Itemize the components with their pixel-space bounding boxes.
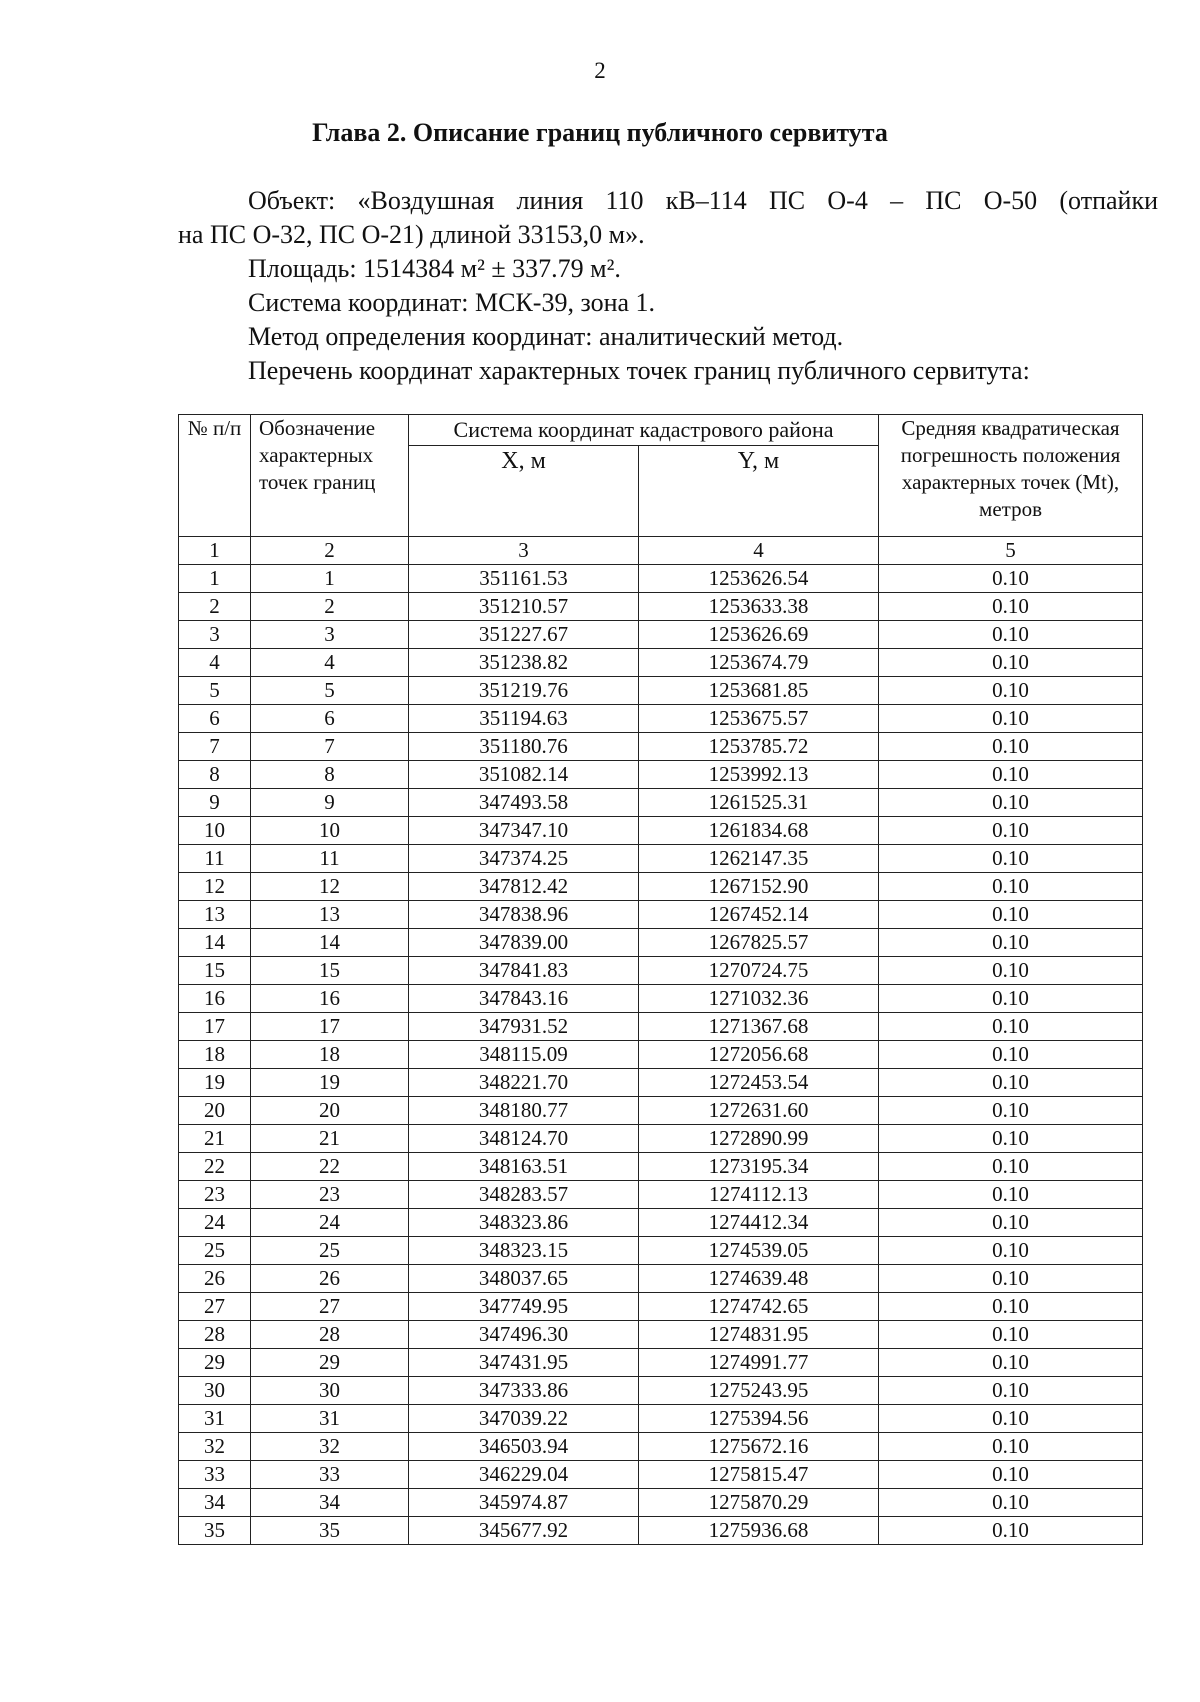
coord-x: 351219.76 xyxy=(409,677,639,705)
table-row xyxy=(179,733,1143,761)
coord-x: 348037.65 xyxy=(409,1265,639,1293)
coord-x: 351210.57 xyxy=(409,593,639,621)
point-name: 18 xyxy=(251,1041,409,1069)
row-number: 17 xyxy=(179,1013,251,1041)
table-row xyxy=(179,1013,1143,1041)
row-number: 9 xyxy=(179,789,251,817)
coord-x: 347839.00 xyxy=(409,929,639,957)
table-row xyxy=(179,1041,1143,1069)
point-name: 31 xyxy=(251,1405,409,1433)
point-name: 30 xyxy=(251,1377,409,1405)
coord-y: 1253626.69 xyxy=(639,621,879,649)
mt-value: 0.10 xyxy=(879,1013,1143,1041)
point-name: 25 xyxy=(251,1237,409,1265)
table-row xyxy=(179,873,1143,901)
header-y: Y, м xyxy=(639,446,879,537)
mt-value: 0.10 xyxy=(879,649,1143,677)
table-row xyxy=(179,593,1143,621)
mt-value: 0.10 xyxy=(879,761,1143,789)
coord-x: 347841.83 xyxy=(409,957,639,985)
point-name: 10 xyxy=(251,817,409,845)
coord-x: 346229.04 xyxy=(409,1461,639,1489)
row-number: 27 xyxy=(179,1293,251,1321)
coord-x: 347749.95 xyxy=(409,1293,639,1321)
coord-x: 348180.77 xyxy=(409,1097,639,1125)
coord-y: 1274639.48 xyxy=(639,1265,879,1293)
table-row xyxy=(179,621,1143,649)
coord-system-line: Система координат: МСК-39, зона 1. xyxy=(248,288,656,317)
mt-value: 0.10 xyxy=(879,1517,1143,1545)
mt-value: 0.10 xyxy=(879,1293,1143,1321)
point-name: 4 xyxy=(251,649,409,677)
point-name: 17 xyxy=(251,1013,409,1041)
mt-value: 0.10 xyxy=(879,1433,1143,1461)
coord-y: 1275936.68 xyxy=(639,1517,879,1545)
row-number: 22 xyxy=(179,1153,251,1181)
coord-x: 347931.52 xyxy=(409,1013,639,1041)
row-number: 25 xyxy=(179,1237,251,1265)
table-row xyxy=(179,1181,1143,1209)
row-number: 31 xyxy=(179,1405,251,1433)
mt-value: 0.10 xyxy=(879,1405,1143,1433)
row-number: 18 xyxy=(179,1041,251,1069)
coord-x: 348323.15 xyxy=(409,1237,639,1265)
coord-y: 1253633.38 xyxy=(639,593,879,621)
mt-value: 0.10 xyxy=(879,1377,1143,1405)
col-number: 5 xyxy=(879,537,1143,565)
table-row xyxy=(179,957,1143,985)
table-row xyxy=(179,817,1143,845)
table-row xyxy=(179,1349,1143,1377)
coord-y: 1275870.29 xyxy=(639,1489,879,1517)
coord-y: 1275394.56 xyxy=(639,1405,879,1433)
page-number: 2 xyxy=(594,58,606,83)
point-name: 1 xyxy=(251,565,409,593)
coord-x: 348115.09 xyxy=(409,1041,639,1069)
col-number: 2 xyxy=(251,537,409,565)
row-number: 23 xyxy=(179,1181,251,1209)
coord-x: 348323.86 xyxy=(409,1209,639,1237)
point-name: 3 xyxy=(251,621,409,649)
row-number: 24 xyxy=(179,1209,251,1237)
coordinates-table xyxy=(178,414,1143,1545)
mt-value: 0.10 xyxy=(879,1349,1143,1377)
table-row xyxy=(179,1377,1143,1405)
coord-x: 347493.58 xyxy=(409,789,639,817)
mt-value: 0.10 xyxy=(879,957,1143,985)
coord-y: 1253785.72 xyxy=(639,733,879,761)
coord-x: 351227.67 xyxy=(409,621,639,649)
coord-y: 1253681.85 xyxy=(639,677,879,705)
coord-x: 347812.42 xyxy=(409,873,639,901)
coord-x: 351082.14 xyxy=(409,761,639,789)
row-number: 2 xyxy=(179,593,251,621)
table-row xyxy=(179,1125,1143,1153)
mt-value: 0.10 xyxy=(879,985,1143,1013)
row-number: 15 xyxy=(179,957,251,985)
table-row xyxy=(179,1097,1143,1125)
list-title-line: Перечень координат характерных точек границ публичного сервитута: xyxy=(248,356,1030,385)
row-number: 16 xyxy=(179,985,251,1013)
point-name: 33 xyxy=(251,1461,409,1489)
row-number: 29 xyxy=(179,1349,251,1377)
coord-y: 1271032.36 xyxy=(639,985,879,1013)
row-number: 32 xyxy=(179,1433,251,1461)
coord-x: 351194.63 xyxy=(409,705,639,733)
point-name: 28 xyxy=(251,1321,409,1349)
point-name: 21 xyxy=(251,1125,409,1153)
point-name: 22 xyxy=(251,1153,409,1181)
coord-y: 1274412.34 xyxy=(639,1209,879,1237)
table-row xyxy=(179,985,1143,1013)
point-name: 13 xyxy=(251,901,409,929)
coord-y: 1270724.75 xyxy=(639,957,879,985)
row-number: 5 xyxy=(179,677,251,705)
coord-y: 1274112.13 xyxy=(639,1181,879,1209)
coord-y: 1273195.34 xyxy=(639,1153,879,1181)
mt-value: 0.10 xyxy=(879,929,1143,957)
mt-value: 0.10 xyxy=(879,1237,1143,1265)
row-number: 19 xyxy=(179,1069,251,1097)
coord-y: 1271367.68 xyxy=(639,1013,879,1041)
coord-x: 347039.22 xyxy=(409,1405,639,1433)
point-name: 11 xyxy=(251,845,409,873)
table-row xyxy=(179,1209,1143,1237)
point-name: 16 xyxy=(251,985,409,1013)
table-row xyxy=(179,845,1143,873)
mt-value: 0.10 xyxy=(879,1097,1143,1125)
coord-x: 347496.30 xyxy=(409,1321,639,1349)
point-name: 34 xyxy=(251,1489,409,1517)
coord-x: 347374.25 xyxy=(409,845,639,873)
col-number: 1 xyxy=(179,537,251,565)
object-line-1: Объект: «Воздушная линия 110 кВ–114 ПС О-4 – ПС О-50 (отпайки xyxy=(248,186,1158,215)
coord-x: 346503.94 xyxy=(409,1433,639,1461)
table-row xyxy=(179,1405,1143,1433)
mt-value: 0.10 xyxy=(879,1321,1143,1349)
coord-y: 1253992.13 xyxy=(639,761,879,789)
table-row xyxy=(179,789,1143,817)
page-title: Глава 2. Описание границ публичного сервитута xyxy=(312,118,888,147)
point-name: 35 xyxy=(251,1517,409,1545)
point-name: 23 xyxy=(251,1181,409,1209)
row-number: 6 xyxy=(179,705,251,733)
coord-y: 1262147.35 xyxy=(639,845,879,873)
coord-y: 1272056.68 xyxy=(639,1041,879,1069)
row-number: 4 xyxy=(179,649,251,677)
coord-y: 1253674.79 xyxy=(639,649,879,677)
coord-y: 1267152.90 xyxy=(639,873,879,901)
table-row xyxy=(179,929,1143,957)
header-mt: Средняя квадратическая погрешность положения характерных точек (Mt), метров xyxy=(879,415,1143,537)
mt-value: 0.10 xyxy=(879,1125,1143,1153)
coord-x: 345974.87 xyxy=(409,1489,639,1517)
mt-value: 0.10 xyxy=(879,1461,1143,1489)
row-number: 7 xyxy=(179,733,251,761)
point-name: 9 xyxy=(251,789,409,817)
mt-value: 0.10 xyxy=(879,677,1143,705)
coordinates-table-body xyxy=(179,565,1143,1545)
coord-y: 1274991.77 xyxy=(639,1349,879,1377)
mt-value: 0.10 xyxy=(879,901,1143,929)
coord-y: 1272890.99 xyxy=(639,1125,879,1153)
table-row xyxy=(179,649,1143,677)
header-x: X, м xyxy=(409,446,639,537)
point-name: 7 xyxy=(251,733,409,761)
header-point-name: Обозначение характерных точек границ xyxy=(251,415,409,537)
row-number: 26 xyxy=(179,1265,251,1293)
mt-value: 0.10 xyxy=(879,705,1143,733)
coord-x: 347333.86 xyxy=(409,1377,639,1405)
row-number: 34 xyxy=(179,1489,251,1517)
coord-x: 347843.16 xyxy=(409,985,639,1013)
coord-y: 1274539.05 xyxy=(639,1237,879,1265)
coord-x: 347431.95 xyxy=(409,1349,639,1377)
mt-value: 0.10 xyxy=(879,1265,1143,1293)
row-number: 3 xyxy=(179,621,251,649)
row-number: 21 xyxy=(179,1125,251,1153)
point-name: 20 xyxy=(251,1097,409,1125)
method-line: Метод определения координат: аналитический метод. xyxy=(248,322,844,351)
table-row xyxy=(179,1461,1143,1489)
row-number: 35 xyxy=(179,1517,251,1545)
coord-y: 1275815.47 xyxy=(639,1461,879,1489)
object-line-2: на ПС О-32, ПС О-21) длиной 33153,0 м». xyxy=(178,220,645,249)
intro-block xyxy=(178,184,1158,388)
row-number: 14 xyxy=(179,929,251,957)
mt-value: 0.10 xyxy=(879,1489,1143,1517)
table-row xyxy=(179,1489,1143,1517)
table-row xyxy=(179,1293,1143,1321)
table-row xyxy=(179,761,1143,789)
row-number: 8 xyxy=(179,761,251,789)
column-numbers-row xyxy=(179,537,1143,565)
table-row xyxy=(179,1237,1143,1265)
point-name: 19 xyxy=(251,1069,409,1097)
point-name: 14 xyxy=(251,929,409,957)
row-number: 13 xyxy=(179,901,251,929)
row-number: 30 xyxy=(179,1377,251,1405)
coord-y: 1261834.68 xyxy=(639,817,879,845)
coord-y: 1267825.57 xyxy=(639,929,879,957)
point-name: 2 xyxy=(251,593,409,621)
coord-y: 1274742.65 xyxy=(639,1293,879,1321)
table-row xyxy=(179,1321,1143,1349)
point-name: 5 xyxy=(251,677,409,705)
table-row xyxy=(179,677,1143,705)
row-number: 11 xyxy=(179,845,251,873)
coord-y: 1261525.31 xyxy=(639,789,879,817)
table-row xyxy=(179,565,1143,593)
table-row xyxy=(179,1517,1143,1545)
point-name: 6 xyxy=(251,705,409,733)
coord-y: 1275243.95 xyxy=(639,1377,879,1405)
table-row xyxy=(179,1265,1143,1293)
mt-value: 0.10 xyxy=(879,1181,1143,1209)
point-name: 8 xyxy=(251,761,409,789)
mt-value: 0.10 xyxy=(879,593,1143,621)
header-coord-system: Система координат кадастрового района xyxy=(409,415,879,446)
coord-x: 351161.53 xyxy=(409,565,639,593)
mt-value: 0.10 xyxy=(879,1041,1143,1069)
coord-x: 347347.10 xyxy=(409,817,639,845)
point-name: 12 xyxy=(251,873,409,901)
coord-y: 1253675.57 xyxy=(639,705,879,733)
area-line: Площадь: 1514384 м² ± 337.79 м². xyxy=(248,254,621,283)
coord-x: 348221.70 xyxy=(409,1069,639,1097)
mt-value: 0.10 xyxy=(879,789,1143,817)
mt-value: 0.10 xyxy=(879,845,1143,873)
col-number: 3 xyxy=(409,537,639,565)
mt-value: 0.10 xyxy=(879,817,1143,845)
coord-x: 348163.51 xyxy=(409,1153,639,1181)
row-number: 12 xyxy=(179,873,251,901)
coord-x: 348283.57 xyxy=(409,1181,639,1209)
mt-value: 0.10 xyxy=(879,873,1143,901)
row-number: 10 xyxy=(179,817,251,845)
coord-y: 1275672.16 xyxy=(639,1433,879,1461)
point-name: 15 xyxy=(251,957,409,985)
table-row xyxy=(179,705,1143,733)
point-name: 24 xyxy=(251,1209,409,1237)
table-row xyxy=(179,1433,1143,1461)
table-row xyxy=(179,901,1143,929)
table-row xyxy=(179,1153,1143,1181)
mt-value: 0.10 xyxy=(879,621,1143,649)
coord-x: 351238.82 xyxy=(409,649,639,677)
coord-x: 348124.70 xyxy=(409,1125,639,1153)
row-number: 28 xyxy=(179,1321,251,1349)
col-number: 4 xyxy=(639,537,879,565)
header-num: № п/п xyxy=(179,415,251,537)
mt-value: 0.10 xyxy=(879,1209,1143,1237)
point-name: 29 xyxy=(251,1349,409,1377)
coord-x: 351180.76 xyxy=(409,733,639,761)
coord-y: 1267452.14 xyxy=(639,901,879,929)
point-name: 32 xyxy=(251,1433,409,1461)
coord-y: 1274831.95 xyxy=(639,1321,879,1349)
point-name: 27 xyxy=(251,1293,409,1321)
coord-y: 1272453.54 xyxy=(639,1069,879,1097)
mt-value: 0.10 xyxy=(879,1069,1143,1097)
row-number: 1 xyxy=(179,565,251,593)
coord-x: 347838.96 xyxy=(409,901,639,929)
table-row xyxy=(179,1069,1143,1097)
mt-value: 0.10 xyxy=(879,1153,1143,1181)
coord-y: 1272631.60 xyxy=(639,1097,879,1125)
mt-value: 0.10 xyxy=(879,733,1143,761)
point-name: 26 xyxy=(251,1265,409,1293)
coord-y: 1253626.54 xyxy=(639,565,879,593)
row-number: 33 xyxy=(179,1461,251,1489)
coord-x: 345677.92 xyxy=(409,1517,639,1545)
row-number: 20 xyxy=(179,1097,251,1125)
mt-value: 0.10 xyxy=(879,565,1143,593)
